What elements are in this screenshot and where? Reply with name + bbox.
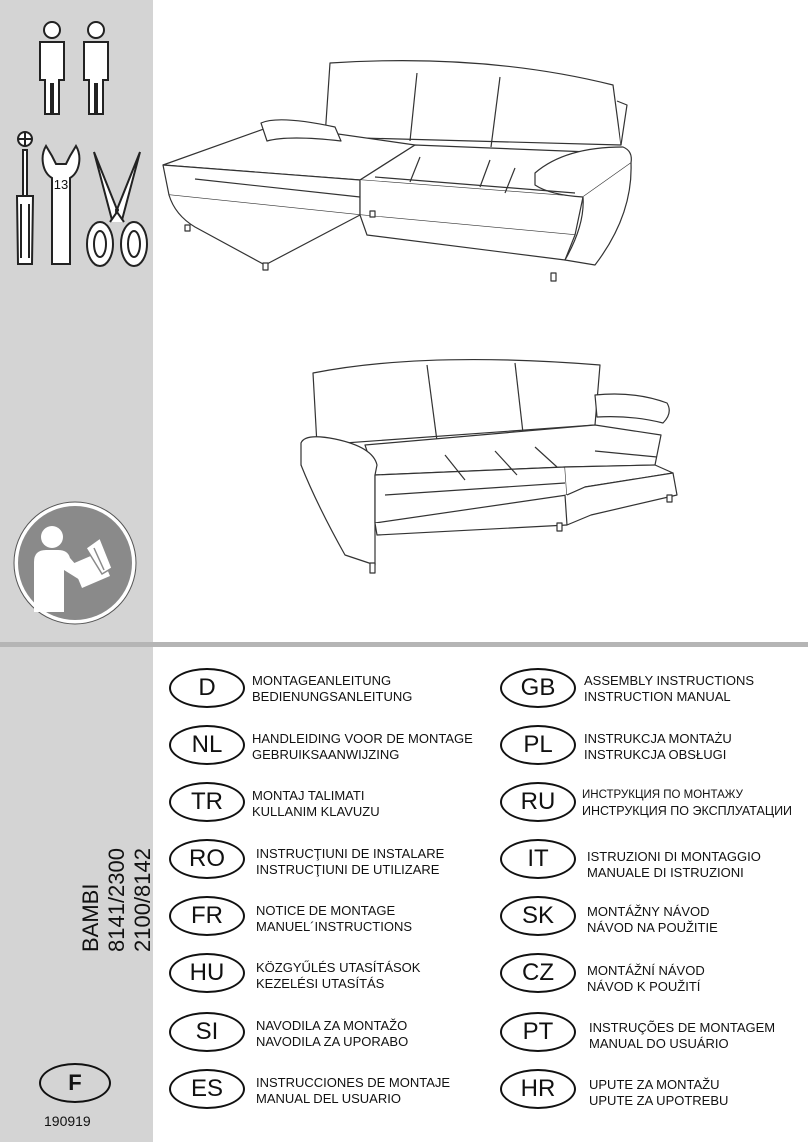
instruction-line-1: INSTRUÇÕES DE MONTAGEM (589, 1020, 776, 1035)
two-persons-icon (30, 20, 120, 118)
corner-sofa-illustration-left (155, 55, 640, 295)
instruction-line-2: INSTRUKCJA OBSŁUGI (584, 746, 727, 762)
instruction-line-1: NAVODILA ZA MONTAŽO (256, 1018, 408, 1033)
instruction-line-1: ISTRUZIONI DI MONTAGGIO (587, 849, 761, 864)
language-text (584, 731, 732, 762)
instruction-line-1: INSTRUCCIONES DE MONTAJE (256, 1075, 451, 1090)
language-badge: D (169, 668, 245, 708)
scissors-icon (84, 150, 150, 270)
language-text (256, 1075, 450, 1106)
language-text (587, 963, 705, 994)
wrench-size-label: 13 (53, 177, 69, 192)
instruction-line-2: MANUEL´INSTRUCTIONS (256, 918, 413, 934)
instruction-line-2: KEZELÉSI UTASÍTÁS (256, 975, 385, 991)
instruction-line-2: NÁVOD K POUŽITÍ (587, 978, 701, 994)
instruction-line-1: MONTAGEANLEITUNG (252, 673, 392, 688)
language-badge: RO (169, 839, 245, 879)
language-badge: FR (169, 896, 245, 936)
instruction-line-1: INSTRUCŢIUNI DE INSTALARE (256, 846, 445, 861)
language-text (256, 1018, 408, 1049)
phillips-screwdriver-icon (12, 130, 38, 270)
language-badge: CZ (500, 953, 576, 993)
language-badge: TR (169, 782, 245, 822)
language-text (256, 960, 420, 991)
language-badge: NL (169, 725, 245, 765)
language-badge: SI (169, 1012, 245, 1052)
language-badge: PT (500, 1012, 576, 1052)
instruction-line-2: INSTRUCTION MANUAL (584, 688, 731, 704)
instruction-line-2: ИНСТРУКЦИЯ ПО ЭКСПЛУАТАЦИИ (582, 803, 793, 818)
language-text (256, 903, 412, 934)
language-text (256, 846, 444, 877)
language-text (252, 731, 473, 762)
instruction-line-1: HANDLEIDING VOOR DE MONTAGE (252, 731, 473, 746)
instruction-line-2: GEBRUIKSAANWIJZING (252, 746, 400, 762)
product-code-1: 8141/2300 (104, 848, 129, 952)
product-name-block (78, 848, 156, 952)
read-manual-icon (12, 500, 138, 626)
language-badge: ES (169, 1069, 245, 1109)
instruction-line-1: MONTÁŽNY NÁVOD (587, 904, 710, 919)
language-badge: RU (500, 782, 576, 822)
divider (0, 642, 808, 647)
document-code: 190919 (44, 1113, 91, 1129)
language-badge: SK (500, 896, 576, 936)
product-code-2: 2100/8142 (130, 848, 155, 952)
instruction-line-1: ASSEMBLY INSTRUCTIONS (584, 673, 754, 688)
instruction-line-2: MANUALE DI ISTRUZIONI (587, 864, 744, 880)
language-badge: HR (500, 1069, 576, 1109)
language-text (589, 1077, 728, 1108)
language-text (252, 673, 412, 704)
country-badge: F (39, 1063, 111, 1103)
instruction-line-2: MANUAL DO USUÁRIO (589, 1035, 729, 1051)
instruction-line-2: UPUTE ZA UPOTREBU (589, 1092, 729, 1108)
instruction-line-1: KÖZGYŰLÉS UTASÍTÁSOK (256, 960, 421, 975)
wrench-icon (40, 142, 82, 268)
language-text (252, 788, 380, 819)
language-badge: GB (500, 668, 576, 708)
instruction-line-1: MONTÁŽNÍ NÁVOD (587, 963, 705, 978)
instruction-line-1: ИНСТРУКЦИЯ ПО МОНТАЖУ (582, 789, 743, 801)
instruction-line-2: BEDIENUNGSANLEITUNG (252, 688, 413, 704)
corner-sofa-illustration-right (295, 355, 680, 580)
instruction-line-2: NÁVOD NA POUŽITIE (587, 919, 718, 935)
product-name: BAMBI (78, 883, 103, 952)
instruction-line-1: UPUTE ZA MONTAŽU (589, 1077, 720, 1092)
language-text (589, 1020, 775, 1051)
instruction-line-2: NAVODILA ZA UPORABO (256, 1033, 409, 1049)
instruction-line-2: MANUAL DEL USUARIO (256, 1090, 401, 1106)
language-text (587, 904, 718, 935)
language-text (582, 788, 792, 819)
instruction-line-2: INSTRUCŢIUNI DE UTILIZARE (256, 861, 440, 877)
instruction-line-1: NOTICE DE MONTAGE (256, 903, 396, 918)
instruction-line-1: INSTRUKCJA MONTAŻU (584, 731, 732, 746)
instruction-line-2: KULLANIM KLAVUZU (252, 803, 380, 819)
language-text (587, 849, 761, 880)
language-badge: IT (500, 839, 576, 879)
language-badge: HU (169, 953, 245, 993)
instruction-line-1: MONTAJ TALIMATI (252, 788, 365, 803)
language-badge: PL (500, 725, 576, 765)
language-text (584, 673, 754, 704)
